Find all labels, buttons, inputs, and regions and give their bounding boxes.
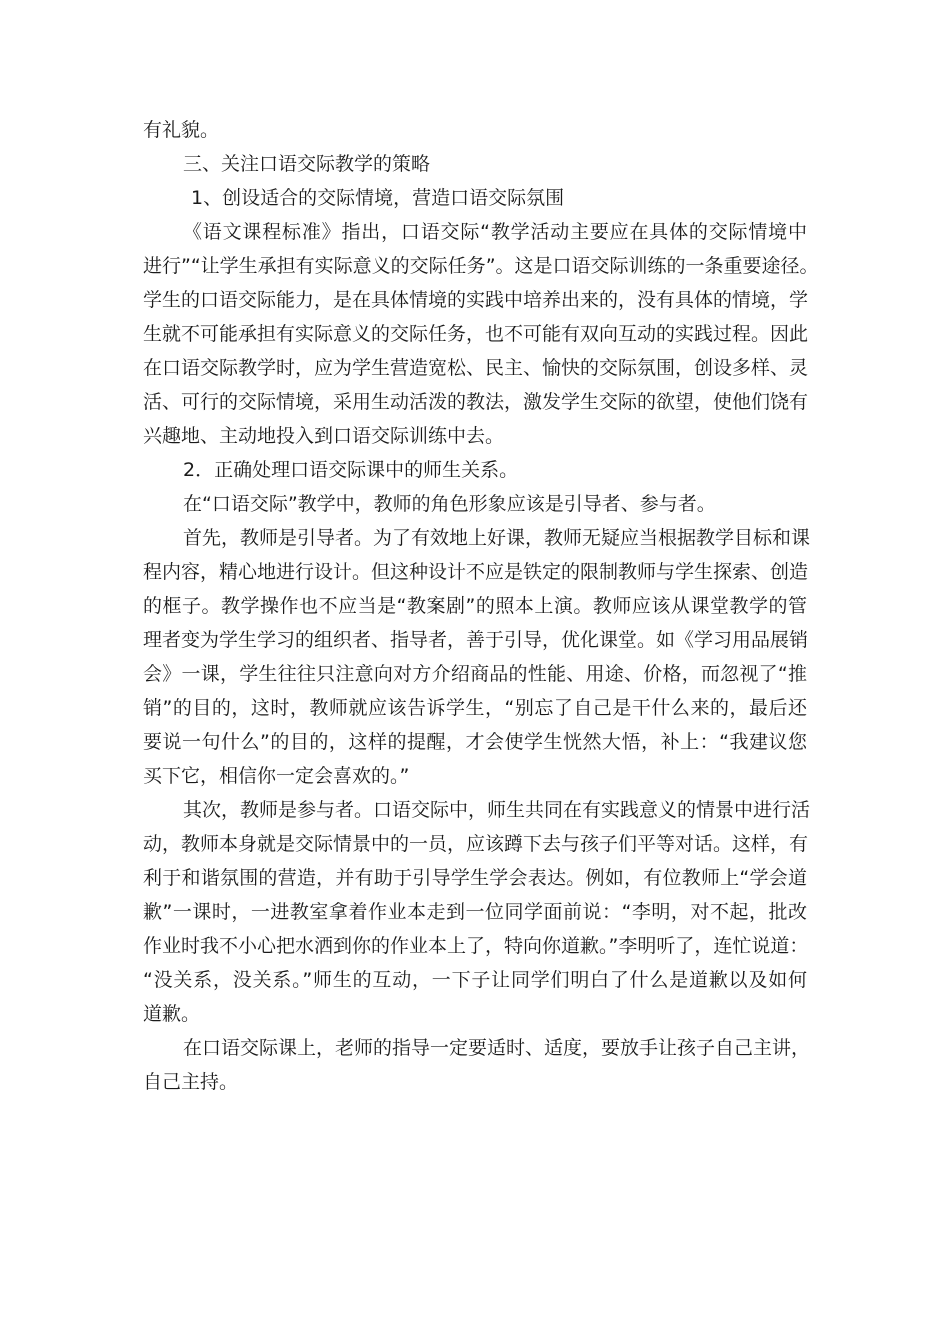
document-page — [143, 113, 819, 1099]
text-line: 道歉。 — [143, 1003, 201, 1025]
text-line: 有礼貌。 — [143, 119, 220, 141]
text-line: 兴趣地、主动地投入到口语交际训练中去。 — [143, 425, 505, 447]
text-line: “没关系，没关系。”师生的互动，一下子让同学们明白了什么是道歉以及如何 — [143, 969, 807, 991]
text-line: 歉”一课时，一进教室拿着作业本走到一位同学面前说：“李明，对不起，批改 — [143, 901, 807, 923]
text-line: 的框子。教学操作也不应当是“教案剧”的照本上演。教师应该从课堂教学的管 — [143, 595, 807, 617]
text-line: 活、可行的交际情境，采用生动活泼的教法，激发学生交际的欲望，使他们饶有 — [143, 391, 809, 413]
subsection-heading: 2．正确处理口语交际课中的师生关系。 — [183, 459, 519, 481]
paragraph-3 — [143, 793, 811, 1031]
text-line: 程内容，精心地进行设计。但这种设计不应是铁定的限制教师与学生探索、创造 — [143, 561, 809, 583]
paragraph-2 — [143, 521, 811, 793]
text-line: 生就不可能承担有实际意义的交际任务，也不可能有双向互动的实践过程。因此 — [143, 323, 809, 345]
text-line: 销”的目的，这时，教师就应该告诉学生，“别忘了自己是干什么来的，最后还 — [143, 697, 807, 719]
text-line: 在口语交际教学时，应为学生营造宽松、民主、愉快的交际氛围，创设多样、灵 — [143, 357, 809, 379]
text-line: 在“口语交际”教学中，教师的角色形象应该是引导者、参与者。 — [183, 493, 716, 515]
subsection-heading: 1、创设适合的交际情境，营造口语交际氛围 — [191, 187, 565, 209]
paragraph-1 — [143, 215, 819, 453]
text-line: 会》一课，学生往往只注意向对方介绍商品的性能、用途、价格，而忽视了“推 — [143, 663, 807, 685]
text-line: 利于和谐氛围的营造，并有助于引导学生学会表达。例如，有位教师上“学会道 — [143, 867, 807, 889]
text-line: 动，教师本身就是交际情景中的一员，应该蹲下去与孩子们平等对话。这样，有 — [143, 833, 809, 855]
text-line: 买下它，相信你一定会喜欢的。” — [143, 765, 410, 787]
text-line: 学生的口语交际能力，是在具体情境的实践中培养出来的，没有具体的情境，学 — [143, 289, 809, 311]
text-line: 自己主持。 — [143, 1071, 239, 1093]
text-line: 《语文课程标准》指出，口语交际“教学活动主要应在具体的交际情境中 — [183, 221, 807, 243]
section-heading: 三、关注口语交际教学的策略 — [183, 153, 431, 175]
text-line: 要说一句什么”的目的，这样的提醒，才会使学生恍然大悟，补上：“我建议您 — [143, 731, 807, 753]
text-line: 首先，教师是引导者。为了有效地上好课，教师无疑应当根据教学目标和课 — [183, 527, 811, 549]
text-line: 理者变为学生学习的组织者、指导者，善于引导，优化课堂。如《学习用品展销 — [143, 629, 809, 651]
text-line: 作业时我不小心把水洒到你的作业本上了，特向你道歉。”李明听了，连忙说道： — [143, 935, 809, 957]
text-line: 在口语交际课上，老师的指导一定要适时、适度，要放手让孩子自己主讲， — [183, 1037, 811, 1059]
paragraph-4 — [143, 1031, 811, 1099]
text-line: 其次，教师是参与者。口语交际中，师生共同在有实践意义的情景中进行活 — [183, 799, 811, 821]
text-line: 进行”“让学生承担有实际意义的交际任务”。这是口语交际训练的一条重要途径。 — [143, 255, 819, 277]
